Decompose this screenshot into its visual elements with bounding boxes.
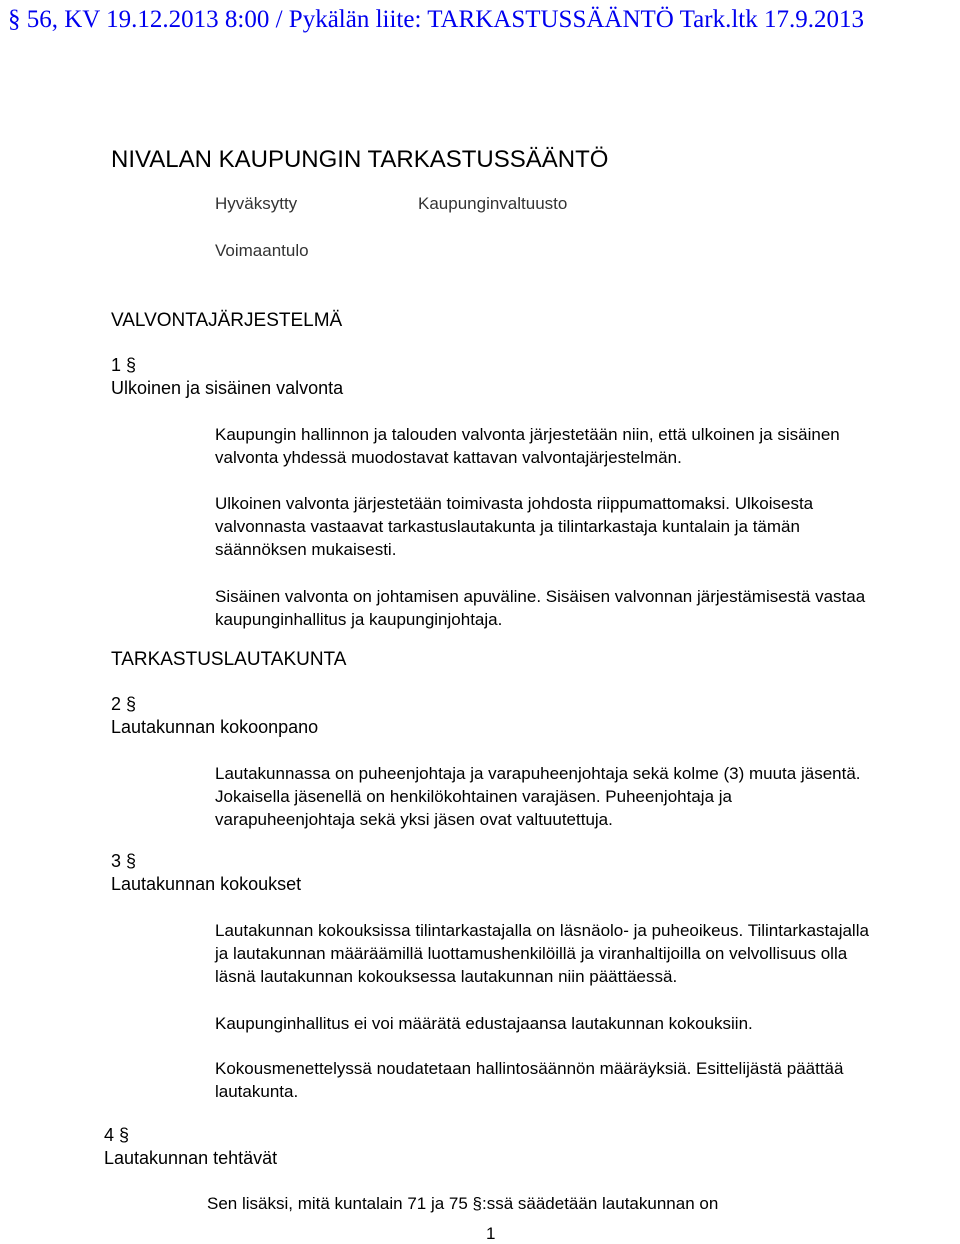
article-1-paragraph-2: Ulkoinen valvonta järjestetään toimivasta johdosta riippumattomaksi. Ulkoisesta valvonnasta vastaavat tarkastuslautakunta ja tilintarkastaja kuntalain ja tämän säännöksen mukaisesti.: [215, 494, 814, 559]
article-1-paragraph-1: Kaupungin hallinnon ja talouden valvonta järjestetään niin, että ulkoinen ja sisäinen valvonta yhdessä muodostavat kattavan valvontajärjestelmän.: [215, 425, 840, 467]
article-2-title: Lautakunnan kokoonpano: [111, 717, 319, 737]
document-title: NIVALAN KAUPUNGIN TARKASTUSSÄÄNTÖ: [111, 146, 609, 173]
article-1-paragraph-3: Sisäinen valvonta on johtamisen apuväline. Sisäisen valvonnan järjestämisestä vastaa kaupunginhallitus ja kaupunginjohtaja.: [215, 587, 866, 629]
section-heading-valvonta: VALVONTAJÄRJESTELMÄ: [111, 310, 343, 331]
article-4-title: Lautakunnan tehtävät: [104, 1148, 278, 1168]
article-1-title: Ulkoinen ja sisäinen valvonta: [111, 378, 344, 398]
article-2-number: 2 §: [111, 694, 137, 714]
article-4-paragraph-1: Sen lisäksi, mitä kuntalain 71 ja 75 §:ssä säädetään lautakunnan on: [207, 1194, 719, 1213]
article-3-paragraph-1: Lautakunnan kokouksissa tilintarkastajalla on läsnäolo- ja puheoikeus. Tilintarkastajalla ja lautakunnan määräämillä luottamushenkilöillä ja viranhaltijoilla on velvollisuus olla läsnä lautakunnan kokouksessa lautakunnan niin päättäessä.: [215, 921, 869, 986]
article-3-paragraph-3: Kokousmenettelyssä noudatetaan hallintosäännön määräyksiä. Esittelijästä päättää lautakunta.: [215, 1059, 844, 1101]
document-header-link[interactable]: § 56, KV 19.12.2013 8:00 / Pykälän liite: TARKASTUSSÄÄNTÖ Tark.ltk 17.9.2013: [8, 6, 864, 33]
article-3-number: 3 §: [111, 851, 137, 871]
page-number: 1: [486, 1224, 496, 1243]
approved-by: Kaupunginvaltuusto: [418, 194, 568, 213]
approved-label: Hyväksytty: [215, 194, 298, 213]
effective-label: Voimaantulo: [215, 241, 309, 260]
section-heading-tarkastuslautakunta: TARKASTUSLAUTAKUNTA: [111, 649, 347, 670]
article-1-number: 1 §: [111, 355, 137, 375]
article-4-number: 4 §: [104, 1125, 130, 1145]
article-2-paragraph-1: Lautakunnassa on puheenjohtaja ja varapuheenjohtaja sekä kolme (3) muuta jäsentä. Jokaisella jäsenellä on henkilökohtainen varajäsen. Puheenjohtaja ja varapuheenjohtaja sekä yksi jäsen ovat valtuutettuja.: [215, 764, 861, 829]
article-3-paragraph-2: Kaupunginhallitus ei voi määrätä edustajaansa lautakunnan kokouksiin.: [215, 1014, 753, 1033]
article-3-title: Lautakunnan kokoukset: [111, 874, 302, 894]
